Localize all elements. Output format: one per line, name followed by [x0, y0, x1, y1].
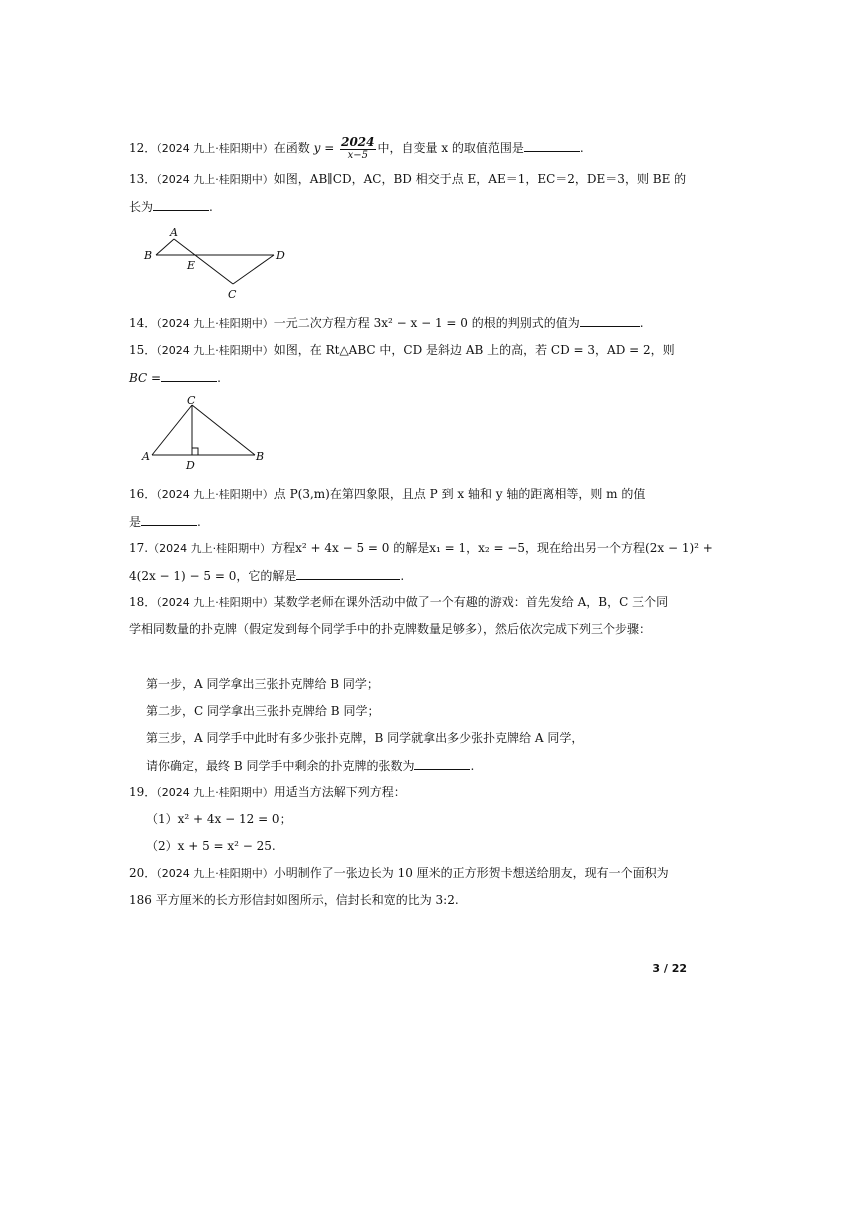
question-number: 18． [129, 595, 157, 609]
question-18-step3 [146, 730, 583, 746]
question-text: 学相同数量的扑克牌（假定发到每个同学手中的扑克牌数量足够多），然后依次完成下列三个步骤： [129, 622, 652, 636]
page-number: 3 / 22 [652, 962, 687, 975]
question-text: BC = [129, 371, 162, 385]
figure-q13 [140, 224, 300, 302]
fraction-numerator: 2024 [341, 135, 375, 149]
question-17 [129, 540, 713, 557]
question-text: 在函数 [273, 141, 310, 155]
punctuation: . [470, 759, 475, 773]
question-18-ask [146, 757, 474, 774]
segment-AC [174, 239, 233, 284]
punctuation: . [197, 515, 201, 529]
label-C: C [228, 288, 237, 301]
question-source: （2024 九上·桂阳期中） [148, 542, 272, 555]
question-text: 长为 [129, 200, 154, 214]
label-C: C [187, 394, 196, 407]
sub-question: （2）x + 5 = x² − 25. [146, 839, 276, 853]
question-20 [129, 865, 669, 882]
question-text: 点 P(3,m)在第四象限，且点 P 到 x 轴和 y 轴的距离相等，则 m 的值 [273, 487, 646, 501]
question-source: （2024 九上·桂阳期中） [156, 317, 274, 330]
question-17-line2 [129, 567, 404, 584]
step-text: 第一步，A 同学拿出三张扑克牌给 B 同学； [146, 677, 379, 691]
segment-AC [152, 405, 192, 455]
question-19-part2 [146, 838, 276, 854]
answer-blank [524, 139, 580, 152]
question-source: （2024 九上·桂阳期中） [156, 488, 274, 501]
question-text: 用适当方法解下列方程： [273, 785, 406, 799]
question-13-line2 [129, 198, 213, 215]
question-12 [129, 136, 584, 161]
question-16-line2 [129, 513, 201, 530]
segment-CB [192, 405, 255, 455]
answer-blank [161, 369, 217, 382]
question-18-step2 [146, 703, 379, 719]
punctuation: . [209, 200, 213, 214]
punctuation: . [579, 141, 584, 155]
math-y: y = [313, 141, 335, 155]
question-text: 一元二次方程方程 3x² − x − 1 = 0 的根的判别式的值为 [273, 316, 580, 330]
answer-blank [296, 567, 400, 580]
label-B: B [144, 249, 153, 262]
figure-q15 [140, 392, 270, 472]
right-angle-mark [192, 448, 198, 455]
question-15-line2 [129, 369, 221, 386]
question-14 [129, 314, 644, 332]
step-text: 第二步，C 同学拿出三张扑克牌给 B 同学； [146, 704, 380, 718]
question-number: 19． [129, 785, 157, 799]
question-18 [129, 594, 668, 611]
question-number: 20． [129, 866, 157, 880]
question-number: 15． [129, 343, 157, 357]
question-19-part1 [146, 811, 292, 827]
question-number: 17. [129, 541, 149, 555]
question-number: 16． [129, 487, 157, 501]
label-E: E [187, 259, 196, 272]
question-text: 186 平方厘米的长方形信封如图所示，信封长和宽的比为 3:2. [129, 893, 459, 907]
step-text: 第三步，A 同学手中此时有多少张扑克牌，B 同学就拿出多少张扑克牌给 A 同学， [146, 731, 584, 745]
question-number: 13． [129, 172, 157, 186]
question-16 [129, 486, 645, 503]
punctuation: . [639, 316, 644, 330]
question-source: （2024 九上·桂阳期中） [156, 142, 274, 155]
question-text: 如图，在 Rt△ABC 中，CD 是斜边 AB 上的高，若 CD = 3，AD = 2，则 [273, 343, 675, 357]
label-A: A [170, 226, 178, 239]
label-D: D [186, 459, 195, 472]
punctuation: . [400, 569, 405, 583]
answer-blank [141, 513, 197, 526]
question-number: 12． [129, 141, 157, 155]
question-20-line2 [129, 892, 459, 908]
question-18-line2 [129, 621, 651, 637]
question-source: （2024 九上·桂阳期中） [156, 786, 274, 799]
question-text: 4(2x − 1) − 5 = 0，它的解是 [129, 569, 297, 583]
answer-blank [153, 198, 209, 211]
question-text: 请你确定，最终 B 同学手中剩余的扑克牌的张数为 [146, 759, 415, 773]
question-number: 14． [129, 316, 157, 330]
label-A: A [142, 450, 150, 463]
question-source: （2024 九上·桂阳期中） [156, 596, 274, 609]
question-18-step1 [146, 676, 379, 692]
fraction-denominator: x−5 [347, 150, 368, 161]
sub-question: （1）x² + 4x − 12 = 0； [146, 812, 292, 826]
fraction [340, 136, 375, 161]
segment-CD [233, 255, 274, 284]
question-text: 中，自变量 x 的取值范围是 [377, 141, 524, 155]
question-text: 如图，AB∥CD，AC，BD 相交于点 E，AE＝1，EC＝2，DE＝3，则 BE 的 [273, 172, 687, 186]
question-source: （2024 九上·桂阳期中） [156, 867, 274, 880]
question-text: 某数学老师在课外活动中做了一个有趣的游戏：首先发给 A，B，C 三个同 [273, 595, 669, 609]
answer-blank [414, 757, 470, 770]
segment-BA [156, 239, 174, 255]
question-text: 方程x² + 4x − 5 = 0 的解是x₁ = 1，x₂ = −5，现在给出另一个方程(2x − 1)² + [271, 541, 713, 555]
label-D: D [276, 249, 285, 262]
question-source: （2024 九上·桂阳期中） [156, 173, 274, 186]
question-text: 小明制作了一张边长为 10 厘米的正方形贺卡想送给朋友，现有一个面积为 [273, 866, 669, 880]
punctuation: . [217, 371, 221, 385]
question-15 [129, 342, 675, 359]
question-13 [129, 171, 686, 188]
answer-blank [580, 314, 640, 327]
question-text: 是 [129, 515, 142, 529]
question-19 [129, 784, 406, 801]
label-B: B [256, 450, 265, 463]
question-source: （2024 九上·桂阳期中） [156, 344, 274, 357]
